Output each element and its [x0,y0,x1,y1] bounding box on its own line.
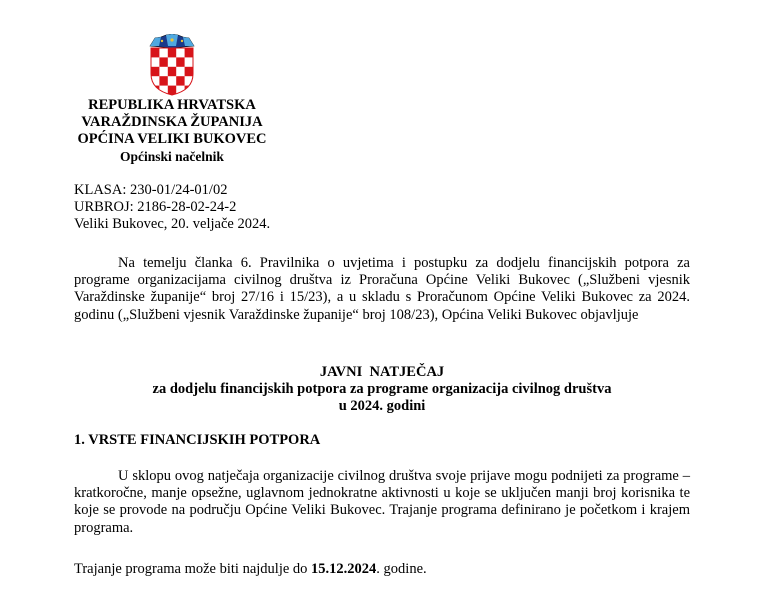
section-1-heading: 1. VRSTE FINANCIJSKIH POTPORA [74,432,321,448]
duration-suffix: . godine. [376,561,427,577]
issuer-header [60,97,284,165]
header-municipality: OPĆINA VELIKI BUKOVEC [77,131,267,147]
header-county: VARAŽDINSKA ŽUPANIJA [81,114,263,130]
header-country: REPUBLIKA HRVATSKA [88,97,256,113]
duration-date: 15.12.2024 [311,561,377,577]
tender-title [74,364,690,415]
title-line-1: JAVNI NATJEČAJ [319,364,445,380]
place-date-line: Veliki Bukovec, 20. veljače 2024. [74,216,271,232]
coat-of-arms-icon [146,34,198,96]
section-1-paragraph [74,468,690,537]
duration-paragraph [74,561,427,578]
duration-prefix: Trajanje programa može biti najdulje do [74,561,312,577]
urbroj-line: URBROJ: 2186-28-02-24-2 [74,199,237,215]
klasa-line: KLASA: 230-01/24-01/02 [74,182,228,198]
intro-text: Na temelju članka 6. Pravilnika o uvjetima i postupku za dodjelu financijskih potpora za programe organizacijama civilnog društva iz Proračuna Općine Veliki Bukovec („Službeni vjesnik Varaždinske županije“ broj 27/16 i 15/23), a u skladu s Proračunom Općine Veliki Bukovec za 2024. godinu („Službeni vjesnik Varaždinske županije“ broj 108/23), Općina Veliki Bukovec objavljuje [74,255,690,323]
document-metadata [74,182,270,233]
title-line-2: za dodjelu financijskih potpora za programe organizacija civilnog društva [152,381,612,397]
header-office: Općinski načelnik [120,149,224,164]
section-1-text: U sklopu ovog natječaja organizacije civilnog društva svoje prijave mogu podnijeti za programe – kratkoročne, manje opsežne, uglavnom jednokratne aktivnosti u koje se uključen manji broj korisnika te koje se provode na području Općine Veliki Bukovec. Trajanje programa definirano je početkom i krajem programa. [74,468,690,536]
title-line-3: u 2024. godini [338,398,426,414]
intro-paragraph [74,255,690,324]
